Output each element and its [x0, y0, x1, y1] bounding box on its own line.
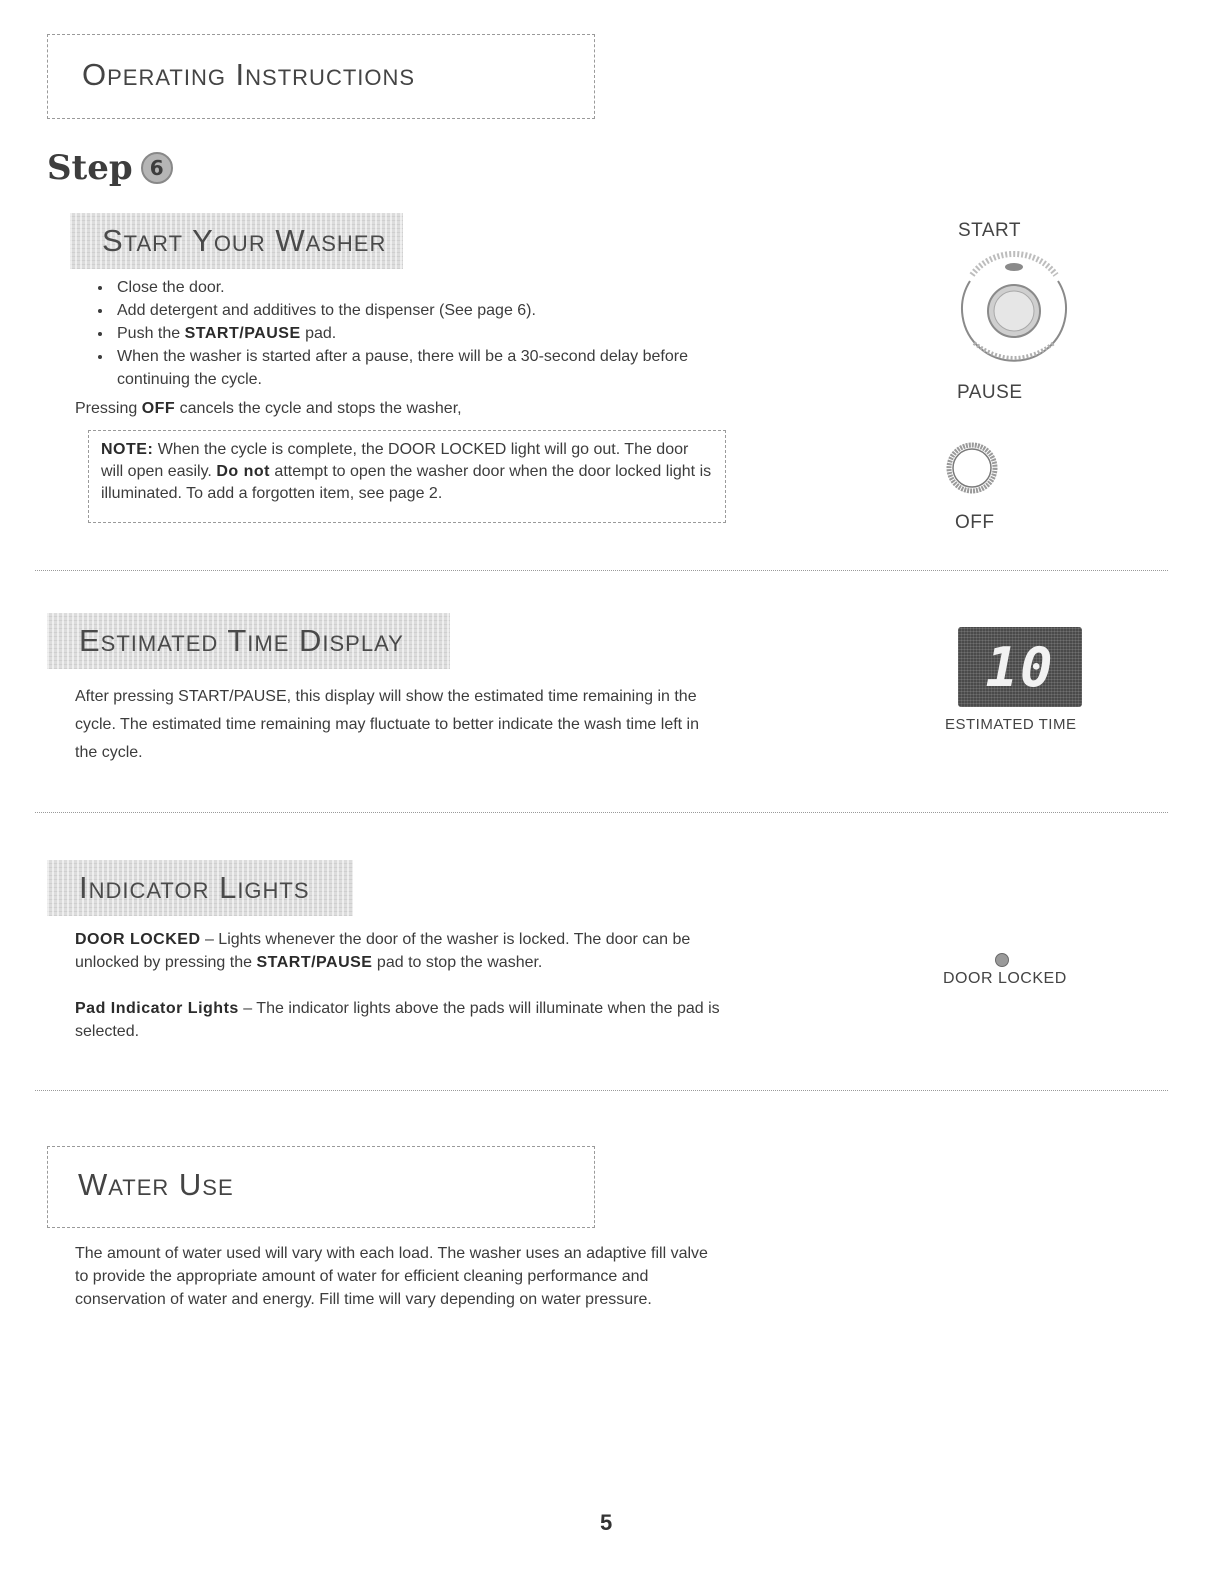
section-title-indicator: Indicator Lights [79, 870, 310, 905]
section-banner-estimated [47, 613, 450, 669]
off-pad[interactable] [944, 440, 1000, 496]
step-number: 6 [149, 156, 164, 180]
bullet-item: • Push the START/PAUSE pad. [113, 322, 735, 345]
section-title-water: Water Use [78, 1167, 234, 1202]
note-box: NOTE: When the cycle is complete, the DOOR LOCKED light will go out. The door will open easily. Do not attempt to open the washer door when the door locked light is illuminated. To add a forgotten item, see page 2. [88, 430, 726, 523]
estimated-time-label: ESTIMATED TIME [945, 716, 1077, 733]
step-heading [47, 148, 173, 188]
bullet-list [75, 276, 735, 391]
off-label: OFF [955, 512, 995, 533]
page-title: Operating Instructions [82, 57, 416, 92]
estimated-time-display [958, 627, 1082, 707]
bullet-item: • When the washer is started after a pause, there will be a 30-second delay before continuing the cycle. [113, 345, 735, 391]
page-number: 5 [600, 1510, 613, 1535]
section-banner-indicator [47, 860, 353, 916]
start-bullets [75, 276, 735, 420]
page-header-box [47, 34, 595, 119]
section-title-start: Start Your Washer [102, 223, 387, 258]
section-title-estimated: Estimated Time Display [79, 623, 404, 658]
step-label: Step [47, 148, 133, 188]
section-banner-start [70, 213, 403, 269]
step-number-badge [141, 152, 173, 184]
pause-label: PAUSE [957, 382, 1023, 403]
section-divider [35, 570, 1168, 571]
start-label: START [958, 220, 1022, 241]
off-button-icon [944, 440, 1000, 496]
display-digits: 10 [985, 635, 1055, 699]
door-locked-light-icon [995, 953, 1009, 967]
estimated-body: After pressing START/PAUSE, this display will show the estimated time remaining in the cycle. The estimated time remaining may fluctuate to better indicate the wash time left in the cycle. [75, 688, 699, 761]
door-locked-label: DOOR LOCKED [943, 970, 1067, 987]
indicator-pad-text: Pad Indicator Lights – The indicator lights above the pads will illuminate when the pad is selected. [75, 1000, 720, 1040]
water-body: The amount of water used will vary with each load. The washer uses an adaptive fill valve to provide the appropriate amount of water for efficient cleaning performance and conservation of water and energy. Fill time will vary depending on water pressure. [75, 1245, 708, 1308]
section-divider [35, 812, 1168, 813]
start-pause-button-icon [950, 245, 1078, 373]
off-description: Pressing OFF cancels the cycle and stops the washer, [75, 400, 462, 417]
bullet-item: • Close the door. [113, 276, 735, 299]
indicator-door-text: DOOR LOCKED – Lights whenever the door of the washer is locked. The door can be unlocked by pressing the START/PAUSE pad to stop the washer. [75, 931, 691, 971]
start-pause-pad[interactable] [950, 245, 1078, 373]
section-divider [35, 1090, 1168, 1091]
note-label: NOTE: [101, 441, 154, 458]
water-header-box [47, 1146, 595, 1228]
bullet-item: • Add detergent and additives to the dispenser (See page 6). [113, 299, 735, 322]
